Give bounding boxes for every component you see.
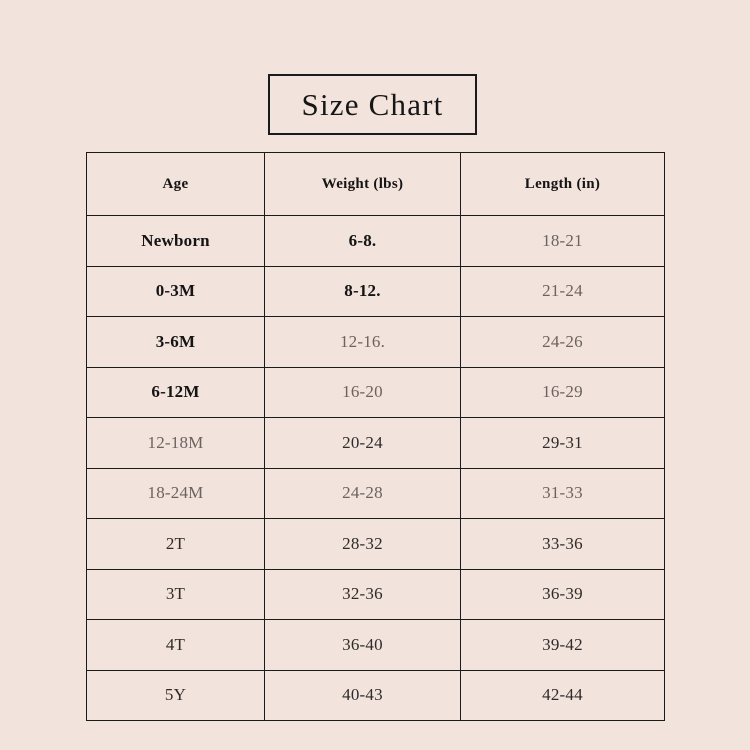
cell-age: 5Y <box>87 670 265 721</box>
cell-weight: 6-8. <box>265 216 461 267</box>
cell-length: 18-21 <box>461 216 665 267</box>
table-row <box>87 620 665 671</box>
cell-age: 18-24M <box>87 468 265 519</box>
cell-age: 0-3M <box>87 266 265 317</box>
cell-age: 3-6M <box>87 317 265 368</box>
cell-weight: 12-16. <box>265 317 461 368</box>
cell-age: 12-18M <box>87 418 265 469</box>
cell-length: 29-31 <box>461 418 665 469</box>
cell-weight: 8-12. <box>265 266 461 317</box>
cell-weight: 16-20 <box>265 367 461 418</box>
size-chart-table-wrapper <box>86 152 664 721</box>
column-header-weight: Weight (lbs) <box>265 153 461 216</box>
table-body <box>87 216 665 721</box>
table-header-row <box>87 153 665 216</box>
cell-weight: 24-28 <box>265 468 461 519</box>
cell-length: 39-42 <box>461 620 665 671</box>
cell-age: 4T <box>87 620 265 671</box>
cell-age: 3T <box>87 569 265 620</box>
size-chart-table <box>86 152 665 721</box>
cell-length: 36-39 <box>461 569 665 620</box>
page-title: Size Chart <box>301 87 444 122</box>
cell-length: 31-33 <box>461 468 665 519</box>
cell-weight: 28-32 <box>265 519 461 570</box>
table-row <box>87 216 665 267</box>
column-header-length: Length (in) <box>461 153 665 216</box>
column-header-age: Age <box>87 153 265 216</box>
table-row <box>87 317 665 368</box>
cell-weight: 32-36 <box>265 569 461 620</box>
table-row <box>87 468 665 519</box>
cell-length: 24-26 <box>461 317 665 368</box>
table-row <box>87 670 665 721</box>
table-row <box>87 519 665 570</box>
table-header <box>87 153 665 216</box>
cell-length: 16-29 <box>461 367 665 418</box>
cell-age: Newborn <box>87 216 265 267</box>
table-row <box>87 266 665 317</box>
cell-length: 21-24 <box>461 266 665 317</box>
cell-length: 33-36 <box>461 519 665 570</box>
table-row <box>87 569 665 620</box>
cell-weight: 20-24 <box>265 418 461 469</box>
cell-age: 2T <box>87 519 265 570</box>
table-row <box>87 418 665 469</box>
cell-weight: 36-40 <box>265 620 461 671</box>
cell-length: 42-44 <box>461 670 665 721</box>
cell-age: 6-12M <box>87 367 265 418</box>
cell-weight: 40-43 <box>265 670 461 721</box>
page-title-box <box>268 74 477 135</box>
table-row <box>87 367 665 418</box>
